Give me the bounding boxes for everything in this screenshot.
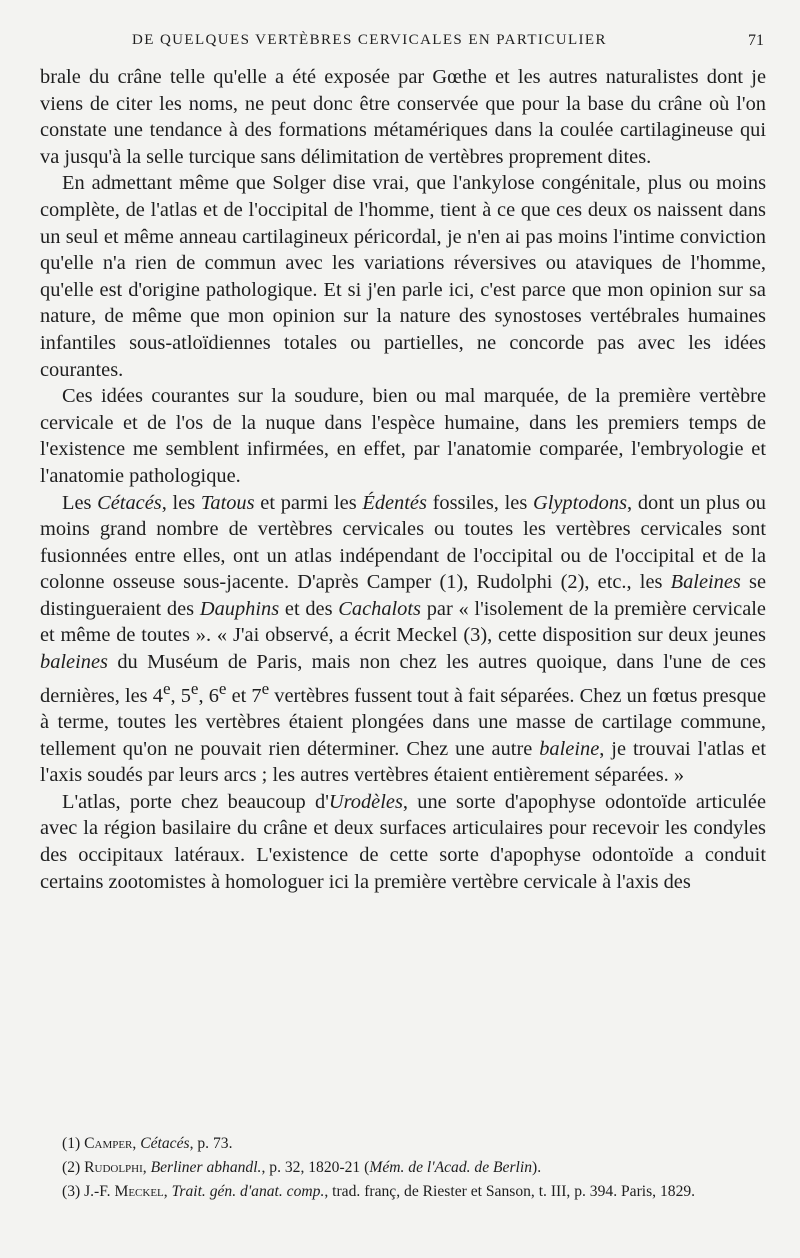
paragraph-2: En admettant même que Solger dise vrai, que l'ankylose congénitale, plus ou moins complète, de l'atlas et de l'occipital de l'homme, tient à ce que ces deux os naissent dans un seul et même anneau cartilagineux péricordal, je n'en ai pas moins l'intime conviction qu'elle n'a rien de commun avec les variations réversives ou ataviques de l'homme, qu'elle est d'origine pathologique. Et si j'en parle ici, c'est parce que mon opinion sur sa nature, de même que mon opinion sur la nature des synostoses vertébrales humaines infantiles sous-atloïdiennes totales ou partielles, ne concorde pas avec les idées courantes. xyxy=(40,172,766,381)
footnote-1: (1) Camper, Cétacés, p. 73. xyxy=(62,1135,233,1152)
footnote-author: Camper xyxy=(84,1135,133,1152)
emphasis: Glyptodons xyxy=(532,491,628,514)
emphasis: Dauphins xyxy=(199,597,280,620)
running-header xyxy=(40,32,764,54)
ordinal-suffix: e xyxy=(218,678,227,698)
paragraph-4: Les Cétacés, les Tatous et parmi les Édentés fossiles, les Glyptodons, dont un plus ou moins grand nombre de vertèbres cervicales ou toutes les vertèbres cervicales sont fusionnées entre elles, ont un atlas indépendant de l'occipital ou de l'occipital et de la colonne osseuse sous-jacente. D'après Camper (1), Rudolphi (2), etc., les Baleines se distingueraient des Dauphins et des Cachalots par « l'isolement de la première cervicale et même de toutes ». « J'ai observé, a écrit Meckel (3), cette disposition sur deux jeunes baleines du Muséum de Paris, mais non chez les autres quoique, dans l'une de ces dernières, les 4e, 5e, 6e et 7e vertèbres fussent tout à fait séparées. Chez un fœtus presque à terme, toutes les vertèbres étaient plongées dans une masse de cartilage commune, tellement qu'on ne pouvait rien déterminer. Chez une autre baleine, je trouvai l'atlas et l'axis soudés par leurs arcs ; les autres vertèbres étaient entièrement séparées. » xyxy=(40,491,767,787)
paragraph-3: Ces idées courantes sur la soudure, bien ou mal marquée, de la première vertèbre cervicale et de l'os de la nuque dans l'espèce humaine, dans les premiers temps de l'existence me semblent infirmées, en effet, par l'anatomie comparée, l'embryologie et l'anatomie pathologique. xyxy=(40,385,766,487)
emphasis: Édentés xyxy=(362,491,427,514)
footnote-2: (2) Rudolphi, Berliner abhandl., p. 32, 1820-21 (Mém. de l'Acad. de Berlin). xyxy=(62,1159,542,1176)
paragraph-5: L'atlas, porte chez beaucoup d'Urodèles, une sorte d'apophyse odontoïde articulée avec la région basilaire du crâne et deux surfaces articulaires pour recevoir les condyles des occipitaux latéraux. L'existence de cette sorte d'apophyse odontoïde a conduit certains zootomistes à homologuer ici la première vertèbre cervicale à l'axis des xyxy=(40,790,766,893)
ordinal-suffix: e xyxy=(190,678,199,698)
running-title: DE QUELQUES VERTÈBRES CERVICALES EN PARTICULIER xyxy=(132,32,607,48)
footnote-3: (3) J.-F. Meckel, Trait. gén. d'anat. comp., trad. franç, de Riester et Sanson, t. III, p. 394. Paris, 1829. xyxy=(62,1183,696,1200)
emphasis: Cachalots xyxy=(338,597,421,620)
emphasis: baleine xyxy=(539,737,600,760)
emphasis: baleines xyxy=(40,651,108,674)
page-number: 71 xyxy=(748,32,764,49)
emphasis: Tatous xyxy=(200,491,255,514)
paragraph-1: brale du crâne telle qu'elle a été exposée par Gœthe et les autres naturalistes dont je viens de citer les noms, ne peut donc être conservée que pour la base du crâne où l'on constate une tendance à des formations métamériques dans la coulée cartilagineuse qui va jusqu'à la selle turcique sans délimitation de vertèbres proprement dites. xyxy=(40,66,766,168)
emphasis: Cétacés xyxy=(97,491,162,514)
ordinal-suffix: e xyxy=(261,678,270,698)
footnote-title: Mém. de l'Acad. de Berlin xyxy=(369,1159,533,1176)
footnotes xyxy=(40,1132,766,1204)
body-text xyxy=(40,64,766,895)
emphasis: Urodèles xyxy=(328,790,403,813)
footnote-title: Berliner abhandl. xyxy=(150,1159,262,1176)
footnote-title: Trait. gén. d'anat. comp. xyxy=(171,1183,325,1200)
emphasis: Baleines xyxy=(670,571,741,594)
footnote-title: Cétacés xyxy=(140,1135,190,1152)
footnote-author: Rudolphi xyxy=(84,1159,143,1176)
ordinal-suffix: e xyxy=(162,678,171,698)
footnote-author: Meckel xyxy=(114,1183,164,1200)
